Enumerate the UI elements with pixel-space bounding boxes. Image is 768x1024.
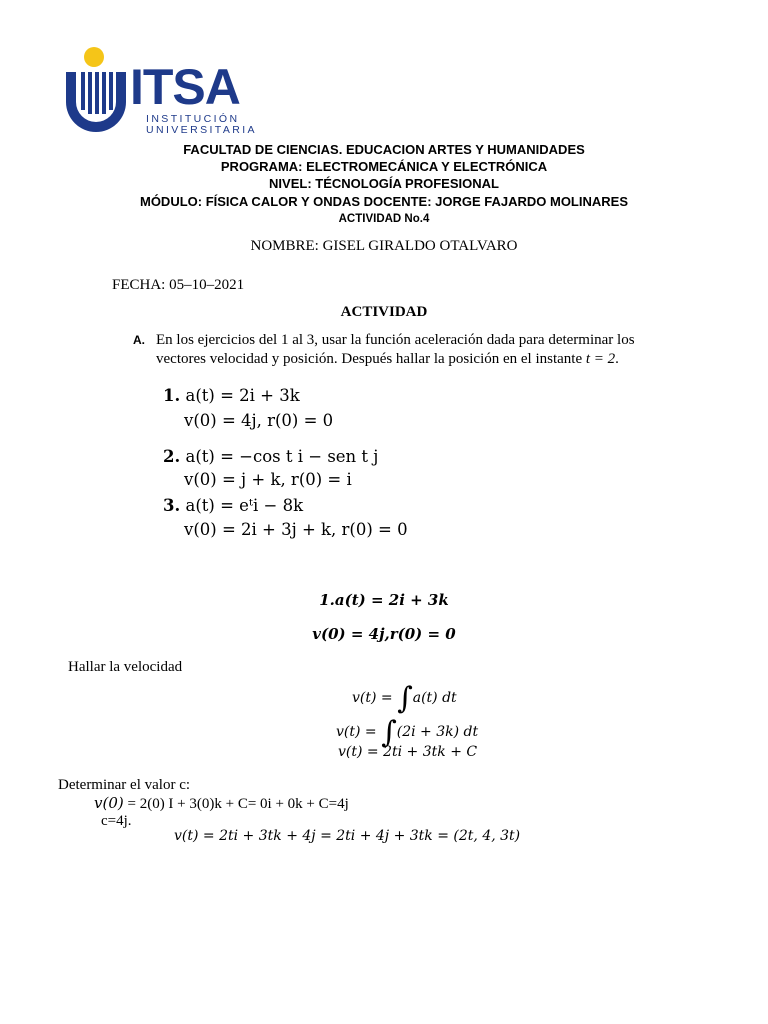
solution-heading-acceleration: 1.a(t) = 2i + 3k — [319, 591, 449, 609]
exercise-2-acceleration — [163, 447, 378, 467]
determine-c-label: Determinar el valor c: — [58, 777, 191, 793]
exercise-2-acceleration-text: a(t) = −cos t i − sen t j — [185, 447, 379, 466]
solution-heading-initial: v(0) = 4j,r(0) = 0 — [312, 625, 456, 643]
c-calculation-v0: v(0) — [94, 794, 124, 812]
velocity-integral-specific-lhs: v(t) = — [336, 724, 382, 740]
header-program: PROGRAMA: ELECTROMECÁNICA Y ELECTRÓNICA — [220, 159, 548, 174]
activity-date: FECHA: 05–10–2021 — [112, 277, 245, 293]
exercise-1-initial-conditions: v(0) = 4j, r(0) = 0 — [184, 411, 334, 430]
integral-sign-icon: ∫ — [381, 715, 397, 750]
header-activity-number: ACTIVIDAD No.4 — [338, 213, 430, 225]
c-calculation — [94, 794, 349, 813]
velocity-result-with-constant: v(t) = 2ti + 3tk + C — [338, 744, 478, 760]
logo-subtitle-line2: UNIVERSITARIA — [146, 124, 257, 136]
exercise-1-acceleration — [163, 386, 300, 406]
header-module: MÓDULO: FÍSICA CALOR Y ONDAS DOCENTE: JORGE FAJARDO MOLINARES — [139, 194, 628, 209]
instruction-line-2 — [156, 350, 619, 368]
integral-sign-icon: ∫ — [397, 681, 413, 716]
header-level: NIVEL: TÉCNOLOGÍA PROFESIONAL — [269, 176, 499, 191]
exercise-1-acceleration-text: a(t) = 2i + 3k — [185, 386, 300, 405]
velocity-integral-specific-rhs: (2i + 3k) dt — [396, 724, 479, 740]
section-title: ACTIVIDAD — [340, 304, 428, 320]
exercise-3-acceleration — [163, 496, 303, 516]
final-velocity: v(t) = 2ti + 3tk + 4j = 2ti + 4j + 3tk = (2t, 4, 3t) — [174, 828, 521, 844]
instruction-line-2-text: vectores velocidad y posición. Después hallar la posición en el instante — [156, 351, 586, 367]
velocity-integral-general-rhs: a(t) dt — [412, 690, 457, 706]
exercise-3-initial-conditions: v(0) = 2i + 3j + k, r(0) = 0 — [184, 520, 408, 539]
instruction-line-2-end: . — [615, 351, 619, 367]
instruction-time-variable: t = 2 — [585, 351, 616, 367]
student-name: NOMBRE: GISEL GIRALDO OTALVARO — [250, 238, 518, 254]
exercise-3-number: 3. — [163, 496, 181, 515]
exercise-2-number: 2. — [163, 447, 181, 466]
logo-brand-text: ITSA — [130, 59, 240, 115]
find-velocity-label: Hallar la velocidad — [68, 659, 183, 675]
exercise-1-number: 1. — [163, 386, 181, 405]
logo-emblem-icon — [62, 46, 132, 138]
exercise-2-initial-conditions: v(0) = j + k, r(0) = i — [184, 470, 352, 489]
header-faculty: FACULTAD DE CIENCIAS. EDUCACION ARTES Y HUMANIDADES — [183, 142, 585, 157]
logo-subtitle-line1: INSTITUCIÓN — [146, 113, 240, 125]
velocity-integral-specific — [336, 715, 479, 750]
exercise-3-acceleration-text: a(t) = eᵗi − 8k — [185, 496, 304, 515]
velocity-integral-general-lhs: v(t) = — [352, 690, 398, 706]
instruction-marker: A. — [133, 333, 145, 347]
c-result: c=4j. — [101, 813, 132, 829]
velocity-integral-general — [352, 681, 457, 716]
c-calculation-text: = 2(0) I + 3(0)k + C= 0i + 0k + C=4j — [123, 796, 349, 812]
instruction-line-1: En los ejercicios del 1 al 3, usar la función aceleración dada para determinar los — [156, 332, 635, 348]
